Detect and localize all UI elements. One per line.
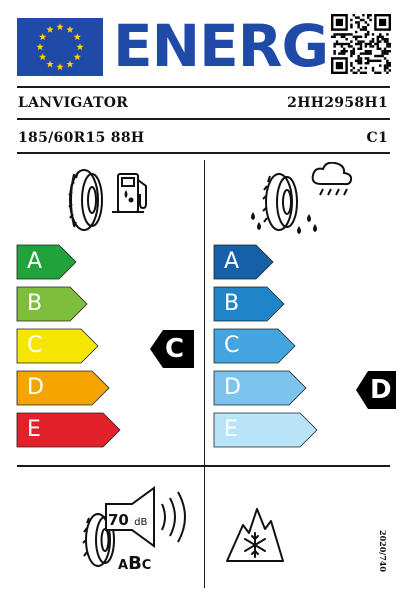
wet-label-e: E: [224, 417, 238, 442]
divider: [17, 152, 390, 154]
wet-bar-c: [214, 329, 296, 363]
model-identifier: 2HH2958H1: [287, 95, 388, 111]
wet-label-b: B: [224, 291, 240, 316]
fuel-bar-a: [17, 245, 77, 279]
supplier-name: LANVIGATOR: [18, 95, 129, 111]
noise-value: 70 dB: [108, 511, 148, 529]
fuel-pump-tyre-icon: [60, 164, 160, 240]
divider: [17, 118, 390, 120]
fuel-label-e: E: [27, 417, 41, 442]
wet-bar-a: [214, 245, 274, 279]
rain-cloud-tyre-icon: [245, 162, 365, 242]
wet-label-c: C: [224, 333, 240, 358]
center-divider: [204, 160, 205, 588]
three-peak-mountain-snowflake-icon: [225, 503, 285, 567]
fuel-label-c: C: [27, 333, 43, 358]
regulation-number: 2020/740: [378, 530, 388, 572]
qr-code-icon: [331, 14, 391, 74]
divider: [17, 86, 390, 88]
eu-flag-icon: [17, 18, 103, 76]
tyre-size: 185/60R15 88H: [18, 130, 145, 146]
divider: [17, 465, 390, 467]
tyre-class: C1: [366, 130, 388, 146]
wet-grip-rating-marker: [356, 371, 396, 413]
noise-class: ABC: [118, 553, 152, 574]
fuel-label-b: B: [27, 291, 43, 316]
fuel-bar-c: [17, 329, 99, 363]
wet-bar-b: [214, 287, 285, 321]
fuel-bar-e: [17, 413, 121, 447]
wet-bar-d: [214, 371, 307, 405]
fuel-efficiency-rating-marker: [150, 330, 194, 372]
wet-rating-letter: D: [370, 375, 392, 405]
wet-bar-e: [214, 413, 318, 447]
wet-label-a: A: [224, 249, 240, 274]
fuel-bar-b: [17, 287, 88, 321]
energy-title: ENERG: [113, 12, 350, 80]
fuel-rating-letter: C: [165, 334, 185, 364]
fuel-label-d: D: [27, 375, 44, 400]
fuel-label-a: A: [27, 249, 43, 274]
wet-label-d: D: [224, 375, 241, 400]
fuel-bar-d: [17, 371, 110, 405]
